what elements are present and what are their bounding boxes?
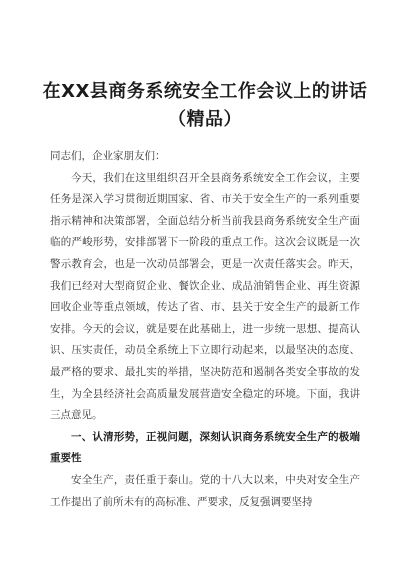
section-heading-1: 一、认清形势，正视问题，深刻认识商务系统安全生产的极端重要性 xyxy=(50,430,360,465)
paragraph-section-1: 安全生产，责任重于泰山。党的十八大以来，中央对安全生产工作提出了前所未有的高标准、严要求，反复强调要坚持 xyxy=(50,473,360,508)
paragraph-intro: 今天，我们在这里组织召开全县商务系统安全工作会议，主要任务是深入学习贯彻近期国家、省、市关于安全生产的一系列重要指示精神和决策部署，全面总结分析当前我县商务系统安全生产面临的严峻形势，安排部署下一阶段的重点工作。这次会议既是一次警示教育会，也是一次动员部署会，更是一次责任落实会。昨天，我们已经对大型商贸企业、餐饮企业、成品油销售企业、再生资源回收企业等重点领域，传达了省、市、县关于安全生产的最新工作安排。今天的会议，就是要在此基础上，进一步统一思想、提高认识、压实责任，动员全系统上下立即行动起来，以最坚决的态度、最严格的要求、最扎实的举措，坚决防范和遏制各类安全事故的发生，为全县经济社会高质量发展营造安全稳定的环境。下面，我讲三点意见。 xyxy=(50,171,360,422)
salutation: 同志们，企业家朋友们： xyxy=(50,150,166,162)
document-title: 在XX县商务系统安全工作会议上的讲话（精品） xyxy=(42,81,368,130)
document-body xyxy=(50,146,360,513)
